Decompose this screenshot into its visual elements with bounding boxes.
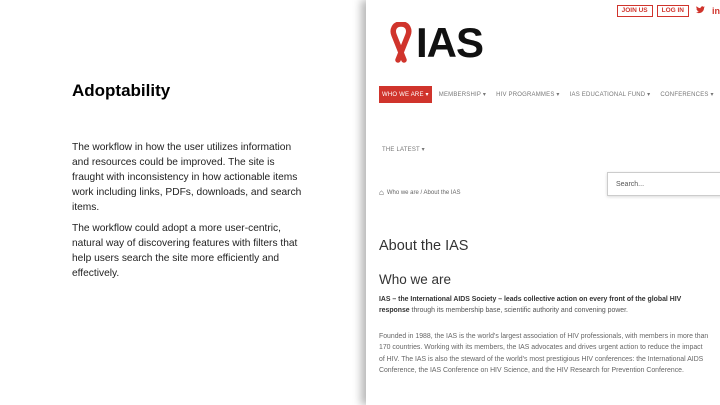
section-title: Who we are: [379, 272, 452, 287]
breadcrumb: [379, 188, 461, 197]
join-us-button[interactable]: JOIN US: [617, 5, 653, 17]
nav-ias-educational-fund[interactable]: IAS EDUCATIONAL FUND ▾: [569, 92, 651, 98]
nav-the-latest[interactable]: THE LATEST ▾: [382, 147, 425, 153]
linkedin-icon[interactable]: in: [712, 6, 720, 16]
main-nav: [379, 86, 717, 103]
slide-paragraph: The workflow could adopt a more user-centric, natural way of discovering features with filters that help users search the site more efficiently and effectively.: [72, 223, 298, 279]
nav-membership[interactable]: MEMBERSHIP ▾: [438, 92, 487, 98]
page-title: About the IAS: [379, 238, 469, 254]
intro-bold: IAS – the International AIDS Society – leads collective action on every front of the global HIV response: [379, 296, 682, 314]
website-screenshot: [366, 0, 720, 405]
twitter-icon[interactable]: [696, 6, 705, 16]
intro-rest: through its membership base, scientific authority and convening power.: [409, 307, 628, 314]
main-nav-row-2: [379, 138, 428, 156]
logo-text: IAS: [416, 19, 484, 66]
breadcrumb-text[interactable]: Who we are / About the IAS: [386, 189, 461, 196]
slide-paragraph: The workflow in how the user utilizes information and resources could be improved. The site is fraught with inconsistency in how actionable items work including links, PDFs, downloads, and search items.: [72, 142, 302, 213]
log-in-button[interactable]: LOG IN: [657, 5, 689, 17]
search-input[interactable]: Search...: [607, 172, 720, 196]
body-paragraph: Founded in 1988, the IAS is the world’s largest association of HIV professionals, with members in more than 170 countries. Working with its members, the IAS advocates and drives urgent action to reduce the impact of HIV. The IAS is also the steward of the world’s most prestigious HIV conferences: the International AIDS Conference, the IAS Conference on HIV Science, and the HIV Research for Prevention Conference.: [379, 333, 709, 375]
nav-who-we-are[interactable]: WHO WE ARE ▾: [379, 86, 432, 103]
home-icon[interactable]: ⌂: [379, 188, 384, 197]
top-bar: [617, 5, 720, 17]
intro-paragraph: [379, 294, 709, 316]
nav-hiv-programmes[interactable]: HIV PROGRAMMES ▾: [496, 92, 560, 98]
ias-logo[interactable]: [388, 20, 483, 66]
nav-conferences[interactable]: CONFERENCES ▾: [660, 92, 714, 98]
slide-title: Adoptability: [72, 81, 171, 100]
slide-body: [72, 140, 302, 287]
red-ribbon-icon: [388, 22, 414, 64]
